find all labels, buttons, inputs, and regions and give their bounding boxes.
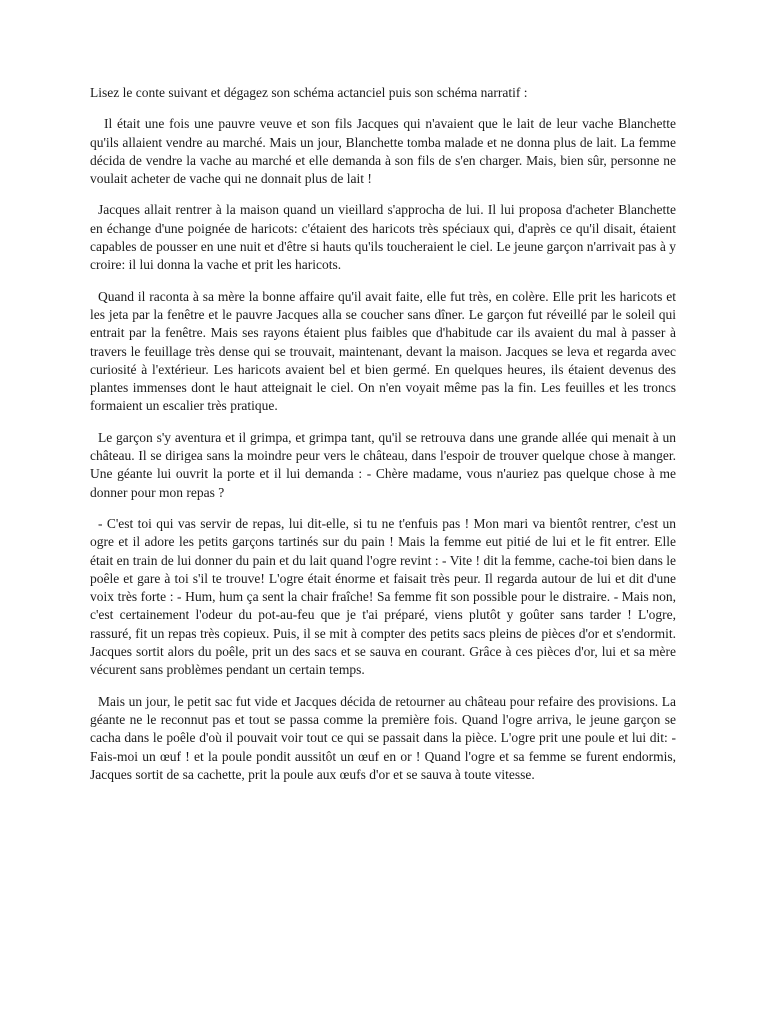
story-paragraph-6: Mais un jour, le petit sac fut vide et Jacques décida de retourner au château pour refaire des provisions. La géante ne le reconnut pas et tout se passa comme la première fois. Quand l'ogre arriva, le jeune garçon se cacha dans le poêle d'où il pouvait voir tout ce qui se passait dans la pièce. L'ogre prit une poule et lui dit: - Fais-moi un œuf ! et la poule pondit aussitôt un œuf en or ! Quand l'ogre et sa femme se furent endormis, Jacques sortit de sa cachette, prit la poule aux œufs d'or et se sauva à toute vitesse. [90, 693, 676, 782]
story-paragraph-5: - C'est toi qui vas servir de repas, lui dit-elle, si tu ne t'enfuis pas ! Mon mari va bientôt rentrer, c'est un ogre et il adore les petits garçons tartinés sur du pain ! Mais la femme eut pitié de lui et le fit entrer. Elle était en train de lui donner du pain et du lait quand l'ogre revint : - Vite ! dit la femme, cache-toi bien dans le poêle et gare à toi s'il te trouve! L'ogre était énorme et faisait très peur. Il regarda autour de lui et dit d'une voix très forte : - Hum, hum ça sent la chair fraîche! Sa femme fit son possible pour le distraire. - Mais non, c'est certainement l'odeur du pot-au-feu que je t'ai préparé, viens plutôt y goûter sans tarder ! L'ogre, rassuré, fit un repas très copieux. Puis, il se mit à compter des petits sacs pleins de pièces d'or et s'endormit. Jacques sortit alors du poêle, prit un des sacs et se sauva en courant. Grâce à ces pièces d'or, lui et sa mère vécurent sans problèmes pendant un certain temps. [90, 515, 676, 678]
story-paragraph-3: Quand il raconta à sa mère la bonne affaire qu'il avait faite, elle fut très, en colère. Elle prit les haricots et les jeta par la fenêtre et le pauvre Jacques alla se coucher sans dîner. Le garçon fut réveillé par le soleil qui entrait par la fenêtre. Mais ses rayons étaient plus faibles que d'habitude car ils avaient du mal à passer à travers le feuillage très dense qui se trouvait, maintenant, devant la maison. Jacques se leva et regarda avec curiosité à l'extérieur. Les haricots avaient bel et bien germé. En quelques heures, ils étaient devenus des plantes immenses dont le haut atteignait le ciel. On n'en voyait même pas la fin. Les feuilles et les troncs formaient un escalier très pratique. [90, 288, 676, 414]
story-paragraph-2: Jacques allait rentrer à la maison quand un vieillard s'approcha de lui. Il lui proposa d'acheter Blanchette en échange d'une poignée de haricots: c'étaient des haricots très spéciaux qui, d'après ce qu'il disait, étaient capables de pousser en une nuit et d'être si hauts qu'ils toucheraient le ciel. Le jeune garçon n'arrivait pas à y croire: il lui donna la vache et prit les haricots. [90, 202, 676, 273]
story-paragraph-4: Le garçon s'y aventura et il grimpa, et grimpa tant, qu'il se retrouva dans une grande allée qui menait à un château. Il se dirigea sans la moindre peur vers le château, dans l'espoir de trouver quelque chose à manger. Une géante lui ouvrit la porte et il lui demanda : - Chère madame, vous n'auriez pas quelque chose à me donner pour mon repas ? [90, 429, 676, 500]
story-paragraph-1: Il était une fois une pauvre veuve et son fils Jacques qui n'avaient que le lait de leur vache Blanchette qu'ils allaient vendre au marché. Mais un jour, Blanchette tomba malade et ne donna plus de lait. La femme décida de vendre la vache au marché et elle demanda à son fils de s'en charger. Mais, bien sûr, personne ne voulait acheter de vache qui ne donnait plus de lait ! [90, 116, 676, 187]
document-page [90, 84, 676, 797]
exercise-instruction: Lisez le conte suivant et dégagez son schéma actanciel puis son schéma narratif : [90, 85, 528, 100]
